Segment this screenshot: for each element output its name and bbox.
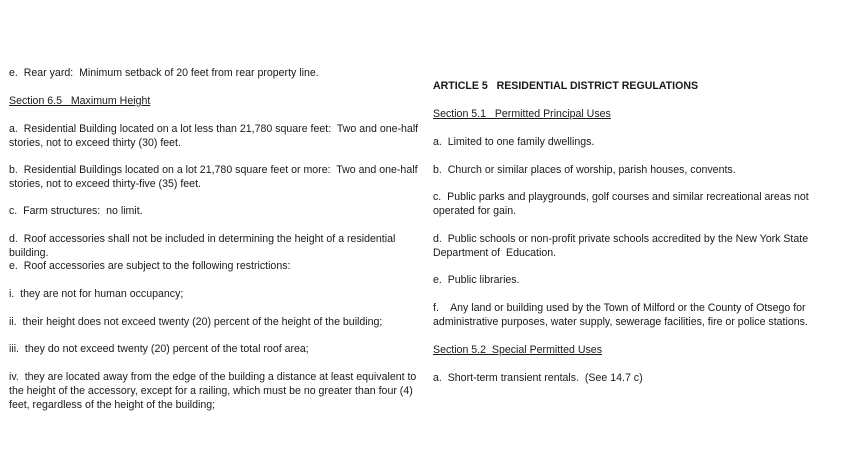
restriction-iv: iv. they are located away from the edge of the building a distance at least equivalent to the height of the accessory, except for a railing, which must be no greater than four (4) feet, regardless of the height of the building;: [9, 371, 420, 411]
restriction-ii: ii. their height does not exceed twenty (20) percent of the height of the building;: [9, 316, 383, 328]
use-item-c: c. Public parks and playgrounds, golf courses and similar recreational areas not operated for gain.: [433, 191, 812, 217]
use-item-d: d. Public schools or non-profit private schools accredited by the New York State Department of Education.: [433, 233, 812, 259]
section-6-5-heading: Section 6.5 Maximum Height: [9, 95, 151, 107]
height-item-d: d. Roof accessories shall not be included in determining the height of a residential building.: [9, 233, 399, 259]
use-item-b: b. Church or similar places of worship, parish houses, convents.: [433, 164, 736, 176]
section-5-1-heading: Section 5.1 Permitted Principal Uses: [433, 108, 611, 120]
height-item-a: a. Residential Building located on a lot less than 21,780 square feet: Two and one-half stories, not to exceed thirty (30) feet.: [9, 123, 422, 149]
rear-yard-paragraph: e. Rear yard: Minimum setback of 20 feet from rear property line.: [9, 67, 319, 79]
height-item-c: c. Farm structures: no limit.: [9, 205, 143, 217]
height-item-e: e. Roof accessories are subject to the following restrictions:: [9, 260, 291, 272]
article-title: ARTICLE 5 RESIDENTIAL DISTRICT REGULATIONS: [433, 80, 699, 92]
restriction-iii: iii. they do not exceed twenty (20) percent of the total roof area;: [9, 343, 309, 355]
section-5-2-heading: Section 5.2 Special Permitted Uses: [433, 344, 602, 356]
special-use-item-a: a. Short-term transient rentals. (See 14.7 c): [433, 372, 643, 384]
height-item-b: b. Residential Buildings located on a lot 21,780 square feet or more: Two and one-half stories, not to exceed thirty-five (35) feet.: [9, 164, 421, 190]
use-item-a: a. Limited to one family dwellings.: [433, 136, 595, 148]
use-item-f: f. Any land or building used by the Town of Milford or the County of Otsego for administrative purposes, water supply, sewerage facilities, fire or police stations.: [433, 302, 809, 328]
restriction-i: i. they are not for human occupancy;: [9, 288, 184, 300]
use-item-e: e. Public libraries.: [433, 274, 520, 286]
